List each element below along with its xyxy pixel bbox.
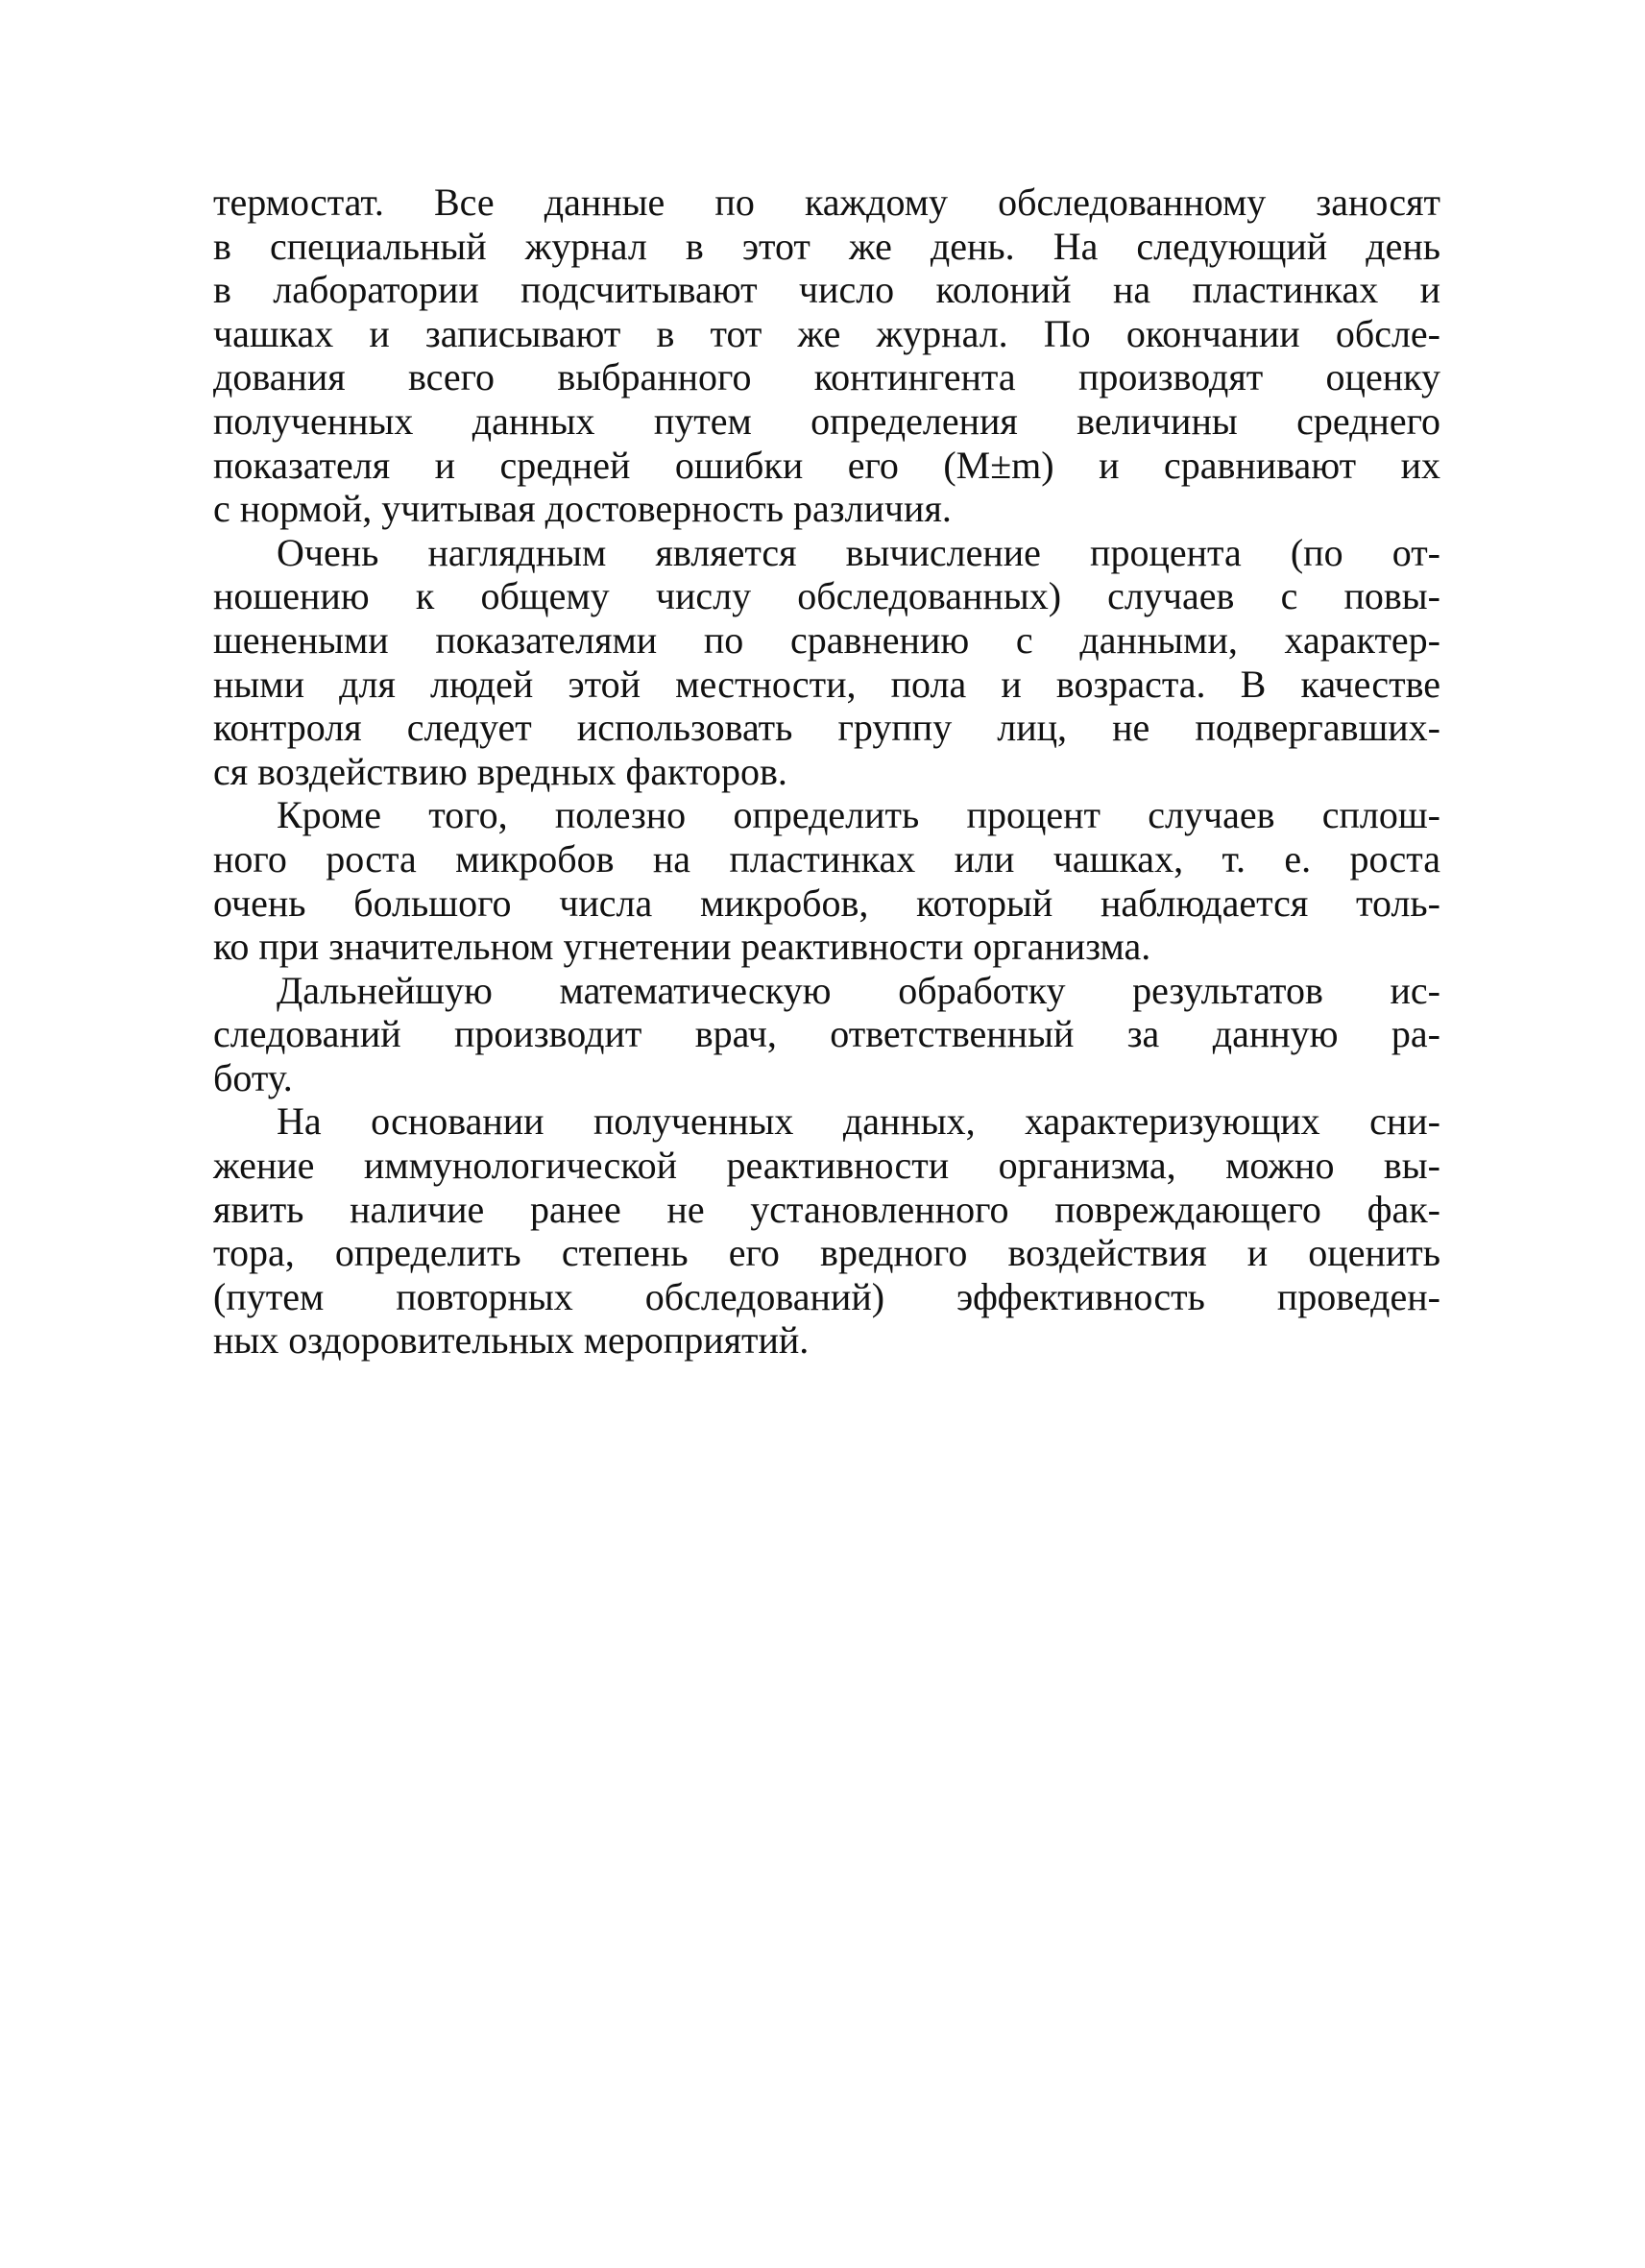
paragraph-1 (213, 181, 1440, 531)
body-text (213, 181, 1440, 1363)
text-line: с нормой, учитывая достоверность различия. (213, 487, 952, 531)
text-line: шенеными показателями по сравнению с данными, характер- (213, 617, 1440, 662)
text-line: ного роста микробов на пластинках или чашках, т. е. роста (213, 836, 1440, 881)
text-line: следований производит врач, ответственный за данную ра- (213, 1012, 1440, 1056)
text-line: Очень наглядным является вычисление процента (по от- (277, 530, 1440, 574)
text-line: чашках и записывают в тот же журнал. По окончании обсле- (213, 311, 1440, 355)
paragraph-4 (213, 969, 1440, 1100)
text-line: показателя и средней ошибки его (M±m) и сравнивают их (213, 443, 1440, 487)
text-line: термостат. Все данные по каждому обследованному заносят (213, 181, 1440, 224)
paragraph-3 (213, 793, 1440, 968)
text-line: контроля следует использовать группу лиц, не подвергавших- (213, 706, 1440, 750)
text-line: Кроме того, полезно определить процент случаев сплош- (277, 793, 1440, 837)
text-line: жение иммунологической реактивности организма, можно вы- (213, 1144, 1440, 1188)
text-line: ко при значительном угнетении реактивности организма. (213, 925, 1151, 969)
paragraph-2 (213, 531, 1440, 794)
text-line: явить наличие ранее не установленного повреждающего фак- (213, 1187, 1440, 1231)
text-line: Дальнейшую математическую обработку результатов ис- (277, 968, 1440, 1012)
text-line: полученных данных путем определения величины среднего (213, 398, 1440, 443)
text-line: ся воздействию вредных факторов. (213, 749, 787, 793)
text-line: На основании полученных данных, характеризующих сни- (277, 1099, 1440, 1144)
text-line: (путем повторных обследований) эффективность проведен- (213, 1274, 1440, 1318)
text-line: дования всего выбранного контингента производят оценку (213, 355, 1440, 399)
text-line: тора, определить степень его вредного воздействия и оценить (213, 1231, 1440, 1275)
text-line: ношению к общему числу обследованных) случаев с повы- (213, 574, 1440, 618)
text-line: ными для людей этой местности, пола и возраста. В качестве (213, 662, 1440, 706)
text-line: ных оздоровительных мероприятий. (213, 1318, 810, 1363)
text-line: в специальный журнал в этот же день. На следующий день (213, 224, 1440, 268)
text-line: в лаборатории подсчитывают число колоний на пластинках и (213, 268, 1440, 312)
text-line: очень большого числа микробов, который наблюдается толь- (213, 881, 1440, 925)
text-line: боту. (213, 1055, 293, 1099)
paragraph-5 (213, 1099, 1440, 1363)
